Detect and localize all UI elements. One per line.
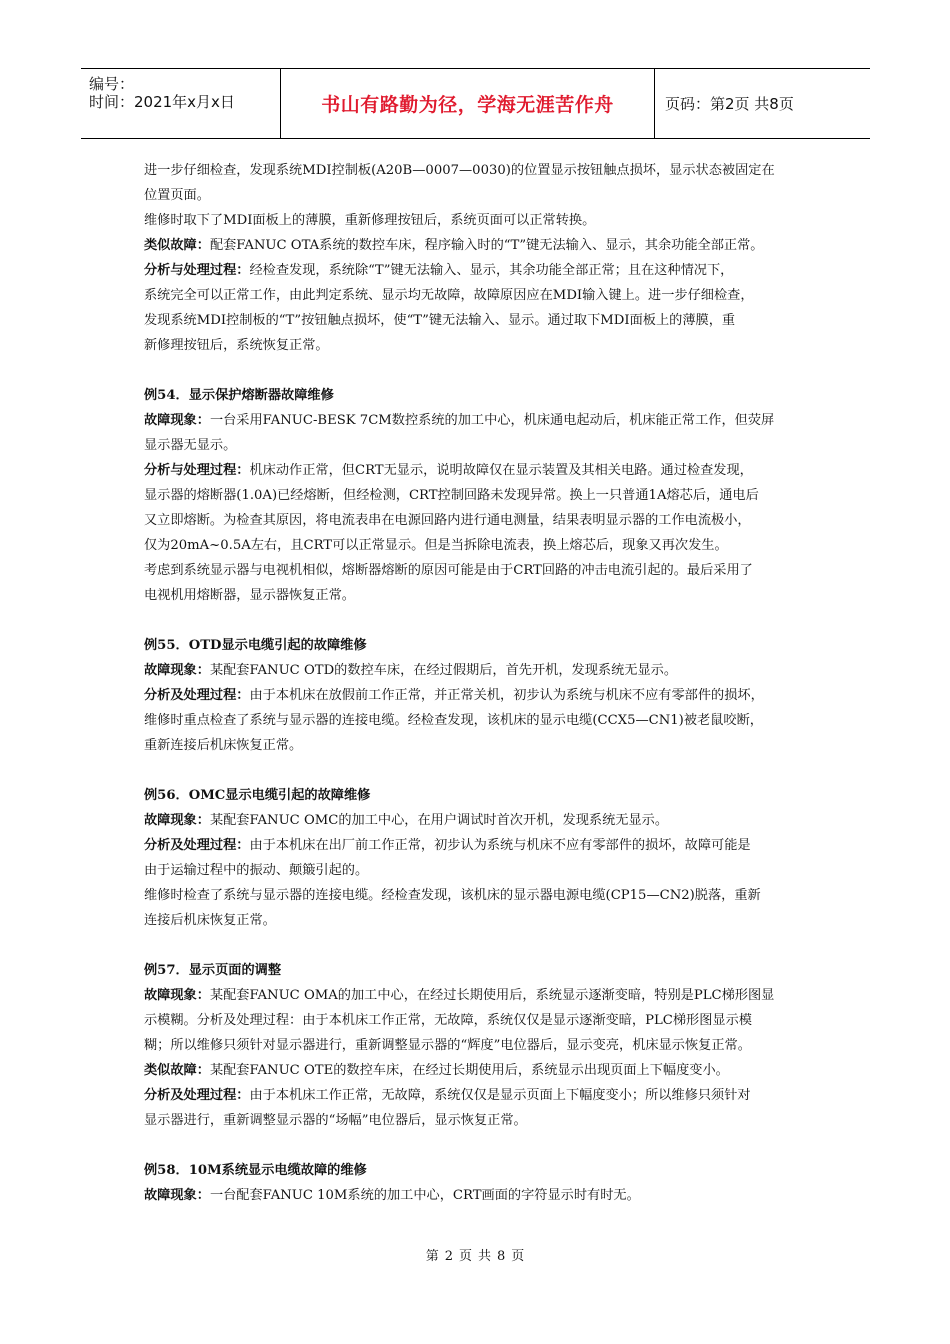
section-heading: 例58．10M系统显示电缆故障的维修 — [144, 1163, 367, 1178]
document-body — [144, 158, 824, 1208]
footer-ye: 页 — [458, 1249, 472, 1264]
paragraph-gap — [144, 933, 824, 958]
paragraph-line — [144, 258, 824, 283]
paragraph-line — [144, 458, 824, 483]
header-info-cell — [81, 69, 281, 138]
page-header — [81, 68, 870, 139]
paragraph-text: 维修时重点检查了系统与显示器的连接电缆。经检查发现，该机床的显示电缆(CCX5—CN1)被老鼠咬断， — [144, 713, 763, 728]
paragraph-text: 一台配套FANUC 10M系统的加工中心，CRT画面的字符显示时有时无。 — [209, 1188, 640, 1203]
paragraph-line — [144, 1183, 824, 1208]
footer-ye-2: 页 — [511, 1249, 525, 1264]
paragraph-line — [144, 908, 824, 933]
paragraph-line — [144, 558, 824, 583]
paragraph-label: 分析与处理过程： — [144, 463, 250, 478]
paragraph-label: 故障现象： — [144, 1188, 210, 1203]
paragraph-text: 维修时取下了MDI面板上的薄膜，重新修理按钮后，系统页面可以正常转换。 — [144, 213, 596, 228]
paragraph-text: 系统完全可以正常工作，由此判定系统、显示均无故障，故障原因应在MDI输入键上。进一步仔细检查， — [144, 288, 754, 303]
paragraph-text: 显示器进行，重新调整显示器的“场幅”电位器后，显示恢复正常。 — [144, 1113, 527, 1128]
paragraph-text: 糊；所以维修只须针对显示器进行，重新调整显示器的“辉度”电位器后，显示变亮，机床显示恢复正常。 — [144, 1038, 751, 1053]
paragraph-line — [144, 283, 824, 308]
paragraph-text: 一台采用FANUC-BESK 7CM数控系统的加工中心，机床通电起动后，机床能正常工作，但荧屏 — [209, 413, 775, 428]
paragraph-line — [144, 483, 824, 508]
paragraph-label: 分析及处理过程： — [144, 838, 250, 853]
paragraph-gap — [144, 758, 824, 783]
paragraph-line — [144, 1058, 824, 1083]
paragraph-line — [144, 1033, 824, 1058]
paragraph-label: 分析及处理过程： — [144, 1088, 250, 1103]
paragraph-line — [144, 1108, 824, 1133]
paragraph-gap — [144, 608, 824, 633]
paragraph-label: 故障现象： — [144, 663, 210, 678]
section-heading: 例55．OTD显示电缆引起的故障维修 — [144, 638, 367, 653]
paragraph-text: 由于本机床在放假前工作正常，并正常关机，初步认为系统与机床不应有零部件的损坏， — [249, 688, 764, 703]
paragraph-line — [144, 683, 824, 708]
section-heading: 例57．显示页面的调整 — [144, 963, 282, 978]
paragraph-gap — [144, 1133, 824, 1158]
paragraph-line — [144, 333, 824, 358]
paragraph-label: 分析与处理过程： — [144, 263, 250, 278]
paragraph-text: 示模糊。分析及处理过程：由于本机床工作正常，无故障，系统仅仅是显示逐渐变暗，PLC梯形图显示模 — [144, 1013, 752, 1028]
paragraph-line — [144, 1083, 824, 1108]
paragraph-line — [144, 883, 824, 908]
paragraph-text: 由于本机床工作正常，无故障，系统仅仅是显示页面上下幅度变小；所以维修只须针对 — [249, 1088, 751, 1103]
paragraph-line — [144, 733, 824, 758]
paragraph-line — [144, 508, 824, 533]
paragraph-label: 类似故障： — [144, 238, 210, 253]
paragraph-text: 由于运输过程中的振动、颠簸引起的。 — [144, 863, 369, 878]
document-number: 编号： — [89, 75, 135, 93]
paragraph-line — [144, 583, 824, 608]
section-heading: 例56．OMC显示电缆引起的故障维修 — [144, 788, 371, 803]
paragraph-label: 分析及处理过程： — [144, 688, 250, 703]
paragraph-text: 新修理按钮后，系统恢复正常。 — [144, 338, 329, 353]
paragraph-line — [144, 308, 824, 333]
paragraph-text: 电视机用熔断器，显示器恢复正常。 — [144, 588, 355, 603]
paragraph-line — [144, 208, 824, 233]
paragraph-label: 故障现象： — [144, 988, 210, 1003]
paragraph-line — [144, 158, 824, 183]
paragraph-text: 配套FANUC OTA系统的数控车床，程序输入时的“T”键无法输入、显示，其余功能全部正常。 — [209, 238, 764, 253]
header-page-cell — [655, 69, 870, 138]
paragraph-text: 经检查发现，系统除“T”键无法输入、显示，其余功能全部正常；且在这种情况下， — [249, 263, 734, 278]
paragraph-label: 类似故障： — [144, 1063, 210, 1078]
paragraph-text: 维修时检查了系统与显示器的连接电缆。经检查发现，该机床的显示器电源电缆(CP15—CN2)脱落，重新 — [144, 888, 761, 903]
footer-di: 第 — [425, 1249, 439, 1264]
paragraph-text: 显示器的熔断器(1.0A)已经熔断，但经检测，CRT控制回路未发现异常。换上一只普通1A熔芯后，通电后 — [144, 488, 759, 503]
page-footer — [0, 1245, 950, 1264]
paragraph-line — [144, 983, 824, 1008]
paragraph-line — [144, 408, 824, 433]
paragraph-line — [144, 858, 824, 883]
paragraph-gap — [144, 358, 824, 383]
header-motto-cell — [281, 69, 655, 138]
paragraph-line — [144, 808, 824, 833]
paragraph-text: 某配套FANUC OTD的数控车床，在经过假期后，首先开机，发现系统无显示。 — [209, 663, 678, 678]
paragraph-text: 位置页面。 — [144, 188, 210, 203]
paragraph-text: 某配套FANUC OMA的加工中心，在经过长期使用后，系统显示逐渐变暗，特别是PLC梯形图显 — [209, 988, 775, 1003]
paragraph-line — [144, 833, 824, 858]
paragraph-text: 某配套FANUC OMC的加工中心，在用户调试时首次开机，发现系统无显示。 — [209, 813, 669, 828]
paragraph-line — [144, 533, 824, 558]
paragraph-label: 故障现象： — [144, 813, 210, 828]
footer-total-pages: 8 — [497, 1249, 506, 1264]
paragraph-text: 显示器无显示。 — [144, 438, 237, 453]
paragraph-line — [144, 433, 824, 458]
paragraph-text: 又立即熔断。为检查其原因，将电流表串在电源回路内进行通电测量，结果表明显示器的工作电流极小， — [144, 513, 751, 528]
paragraph-label: 故障现象： — [144, 413, 210, 428]
section-heading: 例54．显示保护熔断器故障维修 — [144, 388, 334, 403]
footer-gong: 共 — [478, 1249, 492, 1264]
paragraph-line — [144, 183, 824, 208]
paragraph-line — [144, 708, 824, 733]
paragraph-text: 发现系统MDI控制板的“T”按钮触点损坏，使“T”键无法输入、显示。通过取下MDI面板上的薄膜，重 — [144, 313, 736, 328]
paragraph-line — [144, 233, 824, 258]
paragraph-line — [144, 1008, 824, 1033]
page-indicator: 页码：第2页 共8页 — [665, 95, 794, 113]
paragraph-text: 连接后机床恢复正常。 — [144, 913, 276, 928]
paragraph-text: 考虑到系统显示器与电视机相似，熔断器熔断的原因可能是由于CRT回路的冲击电流引起的。最后采用了 — [144, 563, 753, 578]
paragraph-text: 机床动作正常，但CRT无显示，说明故障仅在显示装置及其相关电路。通过检查发现， — [249, 463, 753, 478]
document-time: 时间：2021年x月x日 — [89, 93, 235, 111]
paragraph-line — [144, 658, 824, 683]
paragraph-text: 仅为20mA~0.5A左右，且CRT可以正常显示。但是当拆除电流表，换上熔芯后，现象又再次发生。 — [144, 538, 728, 553]
paragraph-text: 重新连接后机床恢复正常。 — [144, 738, 303, 753]
footer-page-number: 2 — [444, 1249, 453, 1264]
paragraph-text: 某配套FANUC OTE的数控车床，在经过长期使用后，系统显示出现页面上下幅度变小。 — [209, 1063, 729, 1078]
paragraph-text: 由于本机床在出厂前工作正常，初步认为系统与机床不应有零部件的损坏，故障可能是 — [249, 838, 751, 853]
motto: 书山有路勤为径，学海无涯苦作舟 — [321, 94, 614, 116]
paragraph-text: 进一步仔细检查，发现系统MDI控制板(A20B—0007—0030)的位置显示按钮触点损坏，显示状态被固定在 — [144, 163, 775, 178]
